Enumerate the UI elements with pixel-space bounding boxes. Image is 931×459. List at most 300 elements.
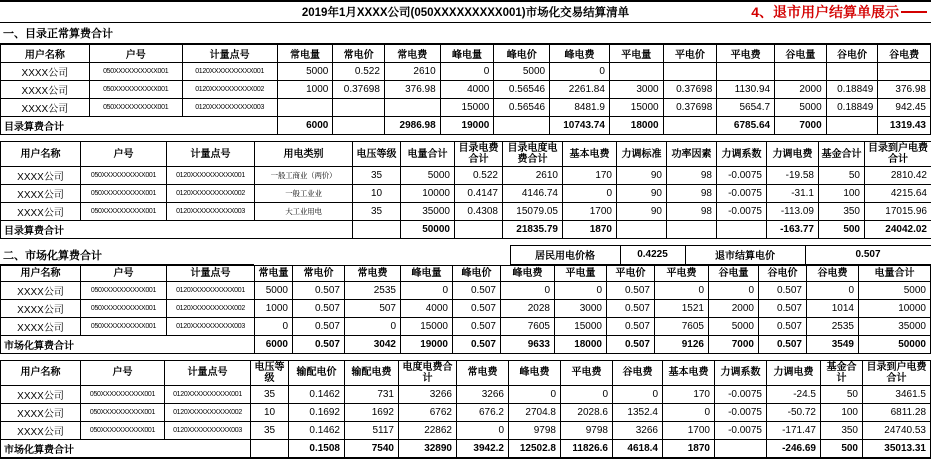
- cell-value: 100: [819, 185, 865, 203]
- col-header: 基本电费: [663, 360, 715, 385]
- cell-account-no: 050XXXXXXXXXX001: [81, 167, 167, 185]
- cell-account-no: 050XXXXXXXXXX001: [89, 99, 182, 117]
- cell-value: 170: [563, 167, 617, 185]
- col-header: 峰电费: [550, 45, 610, 63]
- cell-account-no: 050XXXXXXXXXX001: [81, 421, 165, 439]
- cell-value: 1000: [277, 81, 333, 99]
- total-value: 10743.74: [550, 117, 610, 135]
- table-header-row: [1, 265, 931, 281]
- cell-value: 0.522: [333, 63, 385, 81]
- cell-value: 17015.96: [865, 203, 931, 221]
- cell-value: 5000: [401, 167, 455, 185]
- cell-value: -0.0075: [717, 167, 767, 185]
- cell-user-name: XXXX公司: [1, 203, 81, 221]
- cell-value: 0: [709, 281, 759, 299]
- total-value: [333, 117, 385, 135]
- total-value: 0.507: [453, 335, 501, 353]
- cell-value: 0: [613, 385, 663, 403]
- cell-value: 15000: [401, 317, 453, 335]
- total-value: 3942.2: [457, 439, 509, 458]
- cell-value: 3000: [555, 299, 607, 317]
- table-total-row: [1, 335, 931, 353]
- cell-value: 0.56546: [494, 81, 550, 99]
- cell-account-no: 050XXXXXXXXXX001: [81, 203, 167, 221]
- col-header: 常电量: [277, 45, 333, 63]
- col-header: 峰电价: [453, 265, 501, 281]
- cell-value: 376.98: [878, 81, 931, 99]
- cell-value: 4000: [401, 299, 453, 317]
- table-market-fee-detail: [0, 265, 931, 354]
- cell-value: 0: [401, 281, 453, 299]
- total-label: 目录算费合计: [1, 221, 353, 239]
- col-header: 峰电费: [501, 265, 555, 281]
- col-header: 谷电费: [807, 265, 859, 281]
- cell-user-name: XXXX公司: [1, 421, 81, 439]
- cell-value: 98: [667, 167, 717, 185]
- table-total-row: [1, 117, 931, 135]
- cell-value: 350: [819, 203, 865, 221]
- cell-value: 5000: [859, 281, 931, 299]
- cell-user-name: XXXX公司: [1, 167, 81, 185]
- col-header: 户号: [81, 360, 165, 385]
- table-header-row: [1, 45, 931, 63]
- cell-value: 0.1462: [289, 421, 345, 439]
- cell-meter-no: 0120XXXXXXXXXX002: [167, 299, 255, 317]
- cell-user-name: XXXX公司: [1, 99, 90, 117]
- col-header: 输配电价: [289, 360, 345, 385]
- cell-value: 376.98: [384, 81, 440, 99]
- cell-value: 15000: [440, 99, 494, 117]
- total-value: [667, 221, 717, 239]
- total-value: 18000: [555, 335, 607, 353]
- cell-user-name: XXXX公司: [1, 81, 90, 99]
- cell-value: 7605: [655, 317, 709, 335]
- cell-value: 9798: [561, 421, 613, 439]
- total-value: 35013.31: [863, 439, 931, 458]
- col-header: 计量点号: [182, 45, 277, 63]
- cell-value: 0.507: [759, 317, 807, 335]
- total-label: 市场化算费合计: [1, 335, 255, 353]
- col-header: 常电费: [384, 45, 440, 63]
- cell-meter-no: 0120XXXXXXXXXX001: [165, 385, 251, 403]
- cell-value: 2261.84: [550, 81, 610, 99]
- cell-value: 731: [345, 385, 399, 403]
- table-row: [1, 185, 931, 203]
- col-header: 常电量: [255, 265, 293, 281]
- annotation-callout: [751, 2, 927, 22]
- resident-price-label: 居民用电价格: [510, 246, 620, 265]
- col-header: 户号: [81, 265, 167, 281]
- cell-value: 1000: [255, 299, 293, 317]
- cell-meter-no: 0120XXXXXXXXXX001: [182, 63, 277, 81]
- total-value: [494, 117, 550, 135]
- cell-value: 0.507: [453, 281, 501, 299]
- total-value: 6000: [277, 117, 333, 135]
- banner-spacer: [254, 246, 510, 265]
- cell-usage-type: 一般工业业: [255, 185, 353, 203]
- col-header: 力调标准: [617, 142, 667, 167]
- cell-value: 35: [353, 203, 401, 221]
- cell-value: 4000: [440, 81, 494, 99]
- cell-value: 0: [440, 63, 494, 81]
- table-row: [1, 299, 931, 317]
- cell-value: [663, 63, 717, 81]
- cell-value: 35: [251, 421, 289, 439]
- col-header: 平电费: [561, 360, 613, 385]
- cell-value: 2028.6: [561, 403, 613, 421]
- cell-value: 5000: [709, 317, 759, 335]
- cell-value: 0.4308: [455, 203, 503, 221]
- total-empty: [353, 221, 401, 239]
- cell-value: [878, 63, 931, 81]
- cell-value: 2000: [775, 81, 827, 99]
- col-header: 峰电价: [494, 45, 550, 63]
- table-row: [1, 281, 931, 299]
- cell-value: 6811.28: [863, 403, 931, 421]
- section-2-banner: [0, 245, 931, 265]
- cell-user-name: XXXX公司: [1, 63, 90, 81]
- total-label: 目录算费合计: [1, 117, 278, 135]
- cell-value: 90: [617, 185, 667, 203]
- col-header: 目录到户电费合计: [865, 142, 931, 167]
- cell-value: 2028: [501, 299, 555, 317]
- total-value: [617, 221, 667, 239]
- col-header: 平电量: [609, 45, 663, 63]
- table-row: [1, 63, 931, 81]
- col-header: 谷电量: [775, 45, 827, 63]
- total-value: 21835.79: [503, 221, 563, 239]
- cell-user-name: XXXX公司: [1, 281, 81, 299]
- cell-value: 1700: [663, 421, 715, 439]
- cell-value: 676.2: [457, 403, 509, 421]
- cell-value: 10000: [859, 299, 931, 317]
- col-header: 电压等级: [353, 142, 401, 167]
- cell-value: 90: [617, 167, 667, 185]
- cell-value: [384, 99, 440, 117]
- cell-value: 98: [667, 203, 717, 221]
- total-value: -163.77: [767, 221, 819, 239]
- cell-account-no: 050XXXXXXXXXX001: [81, 281, 167, 299]
- cell-value: 10: [251, 403, 289, 421]
- cell-value: -31.1: [767, 185, 819, 203]
- col-header: 峰电费: [509, 360, 561, 385]
- col-header: 平电量: [555, 265, 607, 281]
- cell-value: 0.18849: [826, 81, 878, 99]
- cell-value: 4215.64: [865, 185, 931, 203]
- cell-value: -0.0075: [715, 385, 767, 403]
- cell-value: 0: [663, 403, 715, 421]
- table-total-row: [1, 221, 931, 239]
- cell-account-no: 050XXXXXXXXXX001: [89, 81, 182, 99]
- total-empty: [251, 439, 289, 458]
- cell-value: 350: [821, 421, 863, 439]
- cell-meter-no: 0120XXXXXXXXXX001: [167, 281, 255, 299]
- total-value: [715, 439, 767, 458]
- cell-value: 0.507: [293, 317, 345, 335]
- cell-value: [333, 99, 385, 117]
- cell-user-name: XXXX公司: [1, 317, 81, 335]
- cell-value: 24740.53: [863, 421, 931, 439]
- cell-value: 15000: [609, 99, 663, 117]
- total-value: 500: [819, 221, 865, 239]
- cell-value: 5000: [775, 99, 827, 117]
- col-header: 常电费: [457, 360, 509, 385]
- cell-meter-no: 0120XXXXXXXXXX003: [167, 317, 255, 335]
- cell-value: -0.0075: [715, 421, 767, 439]
- cell-account-no: 050XXXXXXXXXX001: [89, 63, 182, 81]
- annotation-text: 4、退市用户结算单展示: [751, 2, 899, 22]
- cell-value: 10000: [401, 185, 455, 203]
- cell-value: 4146.74: [503, 185, 563, 203]
- cell-value: 1692: [345, 403, 399, 421]
- total-value: 0.507: [293, 335, 345, 353]
- cell-value: 35000: [401, 203, 455, 221]
- cell-value: 942.45: [878, 99, 931, 117]
- cell-value: 5117: [345, 421, 399, 439]
- col-header: 目录到户电费合计: [863, 360, 931, 385]
- cell-value: 15079.05: [503, 203, 563, 221]
- annotation-underline-icon: [901, 11, 927, 13]
- cell-value: 1700: [563, 203, 617, 221]
- cell-value: 0.507: [293, 281, 345, 299]
- total-value: [826, 117, 878, 135]
- cell-value: 170: [663, 385, 715, 403]
- table-row: [1, 421, 931, 439]
- cell-value: 2810.42: [865, 167, 931, 185]
- total-value: 6785.64: [717, 117, 775, 135]
- col-header: 峰电量: [401, 265, 453, 281]
- table-row: [1, 99, 931, 117]
- cell-value: [609, 63, 663, 81]
- col-header: 平电费: [655, 265, 709, 281]
- total-value: 9633: [501, 335, 555, 353]
- cell-value: 0: [501, 281, 555, 299]
- cell-value: 0.507: [607, 281, 655, 299]
- table-header-row: [1, 142, 931, 167]
- cell-value: 0: [509, 385, 561, 403]
- col-header: 用户名称: [1, 360, 81, 385]
- cell-usage-type: 一般工商业（两价）: [255, 167, 353, 185]
- cell-value: -50.72: [767, 403, 821, 421]
- total-value: 3549: [807, 335, 859, 353]
- cell-value: 0.1462: [289, 385, 345, 403]
- col-header: 谷电价: [759, 265, 807, 281]
- cell-value: -24.5: [767, 385, 821, 403]
- total-value: 19000: [440, 117, 494, 135]
- total-label: 市场化算费合计: [1, 439, 251, 458]
- cell-value: 2704.8: [509, 403, 561, 421]
- cell-value: 5654.7: [717, 99, 775, 117]
- cell-value: 0.507: [759, 281, 807, 299]
- col-header: 户号: [81, 142, 167, 167]
- cell-value: 2610: [384, 63, 440, 81]
- col-header: 力调系数: [715, 360, 767, 385]
- total-value: 12502.8: [509, 439, 561, 458]
- cell-value: 0: [563, 185, 617, 203]
- cell-value: 0: [550, 63, 610, 81]
- cell-user-name: XXXX公司: [1, 299, 81, 317]
- total-value: 50000: [401, 221, 455, 239]
- cell-value: 50: [821, 385, 863, 403]
- cell-value: 35: [251, 385, 289, 403]
- col-header: 常电价: [293, 265, 345, 281]
- col-header: 基金合计: [821, 360, 863, 385]
- col-header: 基本电费: [563, 142, 617, 167]
- cell-value: 0.507: [607, 317, 655, 335]
- cell-value: 1521: [655, 299, 709, 317]
- cell-user-name: XXXX公司: [1, 385, 81, 403]
- total-value: 24042.02: [865, 221, 931, 239]
- col-header: 力调系数: [717, 142, 767, 167]
- col-header: 谷电费: [878, 45, 931, 63]
- col-header: 平电费: [717, 45, 775, 63]
- cell-value: -0.0075: [717, 185, 767, 203]
- cell-value: 0: [345, 317, 401, 335]
- total-value: 7540: [345, 439, 399, 458]
- total-value: 7000: [775, 117, 827, 135]
- total-value: 32890: [399, 439, 457, 458]
- cell-value: 0.18849: [826, 99, 878, 117]
- col-header: 电压等级: [251, 360, 289, 385]
- cell-value: 0.507: [453, 299, 501, 317]
- cell-value: 2535: [807, 317, 859, 335]
- total-value: [717, 221, 767, 239]
- total-value: [455, 221, 503, 239]
- cell-value: 35000: [859, 317, 931, 335]
- exit-price-label: 退市结算电价: [685, 246, 805, 265]
- col-header: 谷电价: [826, 45, 878, 63]
- cell-value: 5000: [494, 63, 550, 81]
- cell-value: 3266: [613, 421, 663, 439]
- total-value: 4618.4: [613, 439, 663, 458]
- col-header: 电度电费合计: [399, 360, 457, 385]
- total-value: -246.69: [767, 439, 821, 458]
- cell-value: [277, 99, 333, 117]
- cell-meter-no: 0120XXXXXXXXXX002: [182, 81, 277, 99]
- col-header: 峰电量: [440, 45, 494, 63]
- section-2-heading: 二、市场化算费合计: [0, 246, 254, 265]
- cell-value: 0.37698: [333, 81, 385, 99]
- cell-value: 2535: [345, 281, 401, 299]
- cell-value: 0: [655, 281, 709, 299]
- cell-user-name: XXXX公司: [1, 403, 81, 421]
- cell-value: 100: [821, 403, 863, 421]
- col-header: 计量点号: [167, 142, 255, 167]
- cell-value: 0.507: [607, 299, 655, 317]
- table-total-row: [1, 439, 931, 458]
- cell-value: -113.09: [767, 203, 819, 221]
- cell-meter-no: 0120XXXXXXXXXX001: [167, 167, 255, 185]
- cell-value: 0: [457, 421, 509, 439]
- cell-value: 3266: [457, 385, 509, 403]
- cell-value: -0.0075: [717, 203, 767, 221]
- cell-value: 0.1692: [289, 403, 345, 421]
- total-value: 6000: [255, 335, 293, 353]
- cell-value: 8481.9: [550, 99, 610, 117]
- cell-value: 90: [617, 203, 667, 221]
- cell-value: 0.56546: [494, 99, 550, 117]
- total-value: 1870: [563, 221, 617, 239]
- cell-value: 0.37698: [663, 99, 717, 117]
- total-value: 1870: [663, 439, 715, 458]
- cell-value: 9798: [509, 421, 561, 439]
- col-header: 计量点号: [167, 265, 255, 281]
- cell-value: 10: [353, 185, 401, 203]
- cell-value: 0.522: [455, 167, 503, 185]
- cell-value: 0.507: [453, 317, 501, 335]
- col-header: 谷电费: [613, 360, 663, 385]
- col-header: 平电价: [663, 45, 717, 63]
- col-header: 目录电费合计: [455, 142, 503, 167]
- col-header: 平电价: [607, 265, 655, 281]
- total-value: 1319.43: [878, 117, 931, 135]
- col-header: 用户名称: [1, 142, 81, 167]
- cell-value: -19.58: [767, 167, 819, 185]
- cell-user-name: XXXX公司: [1, 185, 81, 203]
- cell-value: 0: [555, 281, 607, 299]
- cell-value: 50: [819, 167, 865, 185]
- col-header: 力调电费: [767, 360, 821, 385]
- col-header: 基金合计: [819, 142, 865, 167]
- cell-value: 0: [807, 281, 859, 299]
- col-header: 力调电费: [767, 142, 819, 167]
- document-title-bar: [0, 0, 931, 23]
- total-value: [663, 117, 717, 135]
- col-header: 电量合计: [859, 265, 931, 281]
- cell-value: 1130.94: [717, 81, 775, 99]
- cell-value: 15000: [555, 317, 607, 335]
- resident-price-value: 0.4225: [620, 246, 685, 265]
- table-header-row: [1, 360, 931, 385]
- cell-value: 5000: [277, 63, 333, 81]
- cell-value: 2610: [503, 167, 563, 185]
- cell-value: 0.37698: [663, 81, 717, 99]
- table-row: [1, 203, 931, 221]
- table-row: [1, 81, 931, 99]
- cell-value: 1014: [807, 299, 859, 317]
- cell-value: [826, 63, 878, 81]
- cell-value: 0: [561, 385, 613, 403]
- total-value: 9126: [655, 335, 709, 353]
- col-header: 常电价: [333, 45, 385, 63]
- total-value: 50000: [859, 335, 931, 353]
- cell-account-no: 050XXXXXXXXXX001: [81, 185, 167, 203]
- col-header: 户号: [89, 45, 182, 63]
- col-header: 功率因素: [667, 142, 717, 167]
- cell-value: 3461.5: [863, 385, 931, 403]
- cell-account-no: 050XXXXXXXXXX001: [81, 299, 167, 317]
- total-value: 0.507: [759, 335, 807, 353]
- total-value: 500: [821, 439, 863, 458]
- table-market-fee-summary: [0, 360, 931, 459]
- table-row: [1, 403, 931, 421]
- col-header: 目录电度电费合计: [503, 142, 563, 167]
- cell-value: 98: [667, 185, 717, 203]
- cell-account-no: 050XXXXXXXXXX001: [81, 317, 167, 335]
- cell-meter-no: 0120XXXXXXXXXX003: [165, 421, 251, 439]
- col-header: 输配电费: [345, 360, 399, 385]
- col-header: 计量点号: [165, 360, 251, 385]
- cell-value: 0.4147: [455, 185, 503, 203]
- cell-account-no: 050XXXXXXXXXX001: [81, 385, 165, 403]
- table-normal-fee-detail: [0, 44, 931, 135]
- cell-value: 5000: [255, 281, 293, 299]
- cell-value: 507: [345, 299, 401, 317]
- cell-value: 6762: [399, 403, 457, 421]
- cell-meter-no: 0120XXXXXXXXXX003: [182, 99, 277, 117]
- cell-value: 0.507: [759, 299, 807, 317]
- cell-value: 2000: [709, 299, 759, 317]
